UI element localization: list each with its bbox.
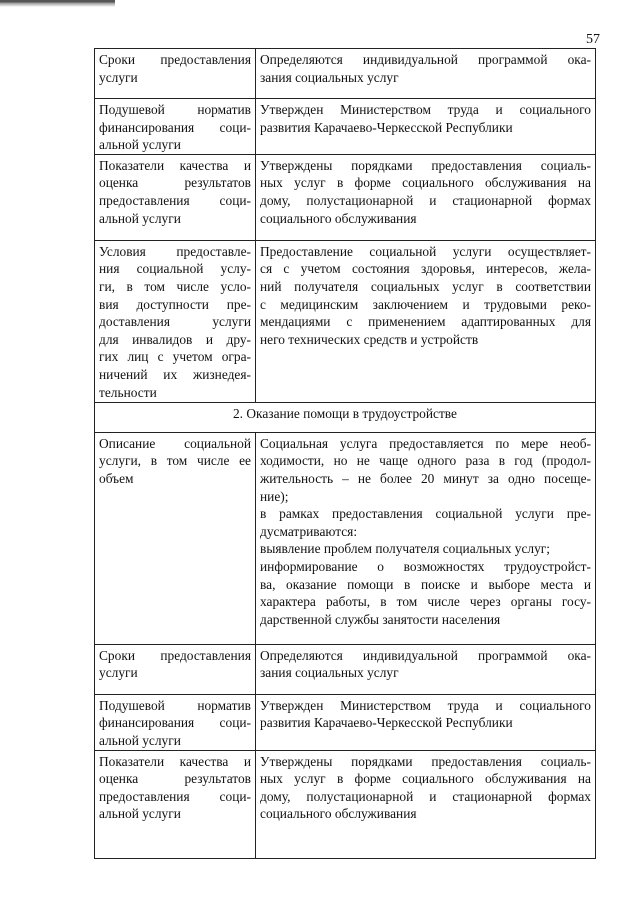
cell-text-line: Подушевой норматив <box>99 697 251 713</box>
section-title: 2. Оказание помощи в трудоустройстве <box>95 402 596 432</box>
cell-text-line: жительность – не более 20 минут за одно посеще- <box>260 470 591 486</box>
row-value-cell <box>256 240 596 402</box>
cell-text-line: тельности <box>99 384 157 400</box>
cell-text-line: ва, оказание помощи в поиске и выборе места и <box>260 576 591 592</box>
table-row <box>95 49 596 99</box>
row-label-cell <box>95 644 256 694</box>
cell-text-line: социального обслуживания <box>260 210 417 226</box>
cell-text-line: финансирования соци- <box>99 119 251 135</box>
cell-text-line: в рамках предоставления социальной услуги пре- <box>260 506 591 522</box>
cell-text-line: Утверждены порядками предоставления социаль- <box>260 157 591 173</box>
cell-text-line: Утверждены порядками предоставления социаль- <box>260 753 591 769</box>
cell-text-line: него технических средств и устройств <box>260 331 479 347</box>
scan-edge-mark <box>0 0 115 7</box>
table-row <box>95 240 596 402</box>
cell-text-line: Сроки предоставления <box>99 52 251 67</box>
cell-text-line: ние); <box>260 488 289 504</box>
cell-text-line: Подушевой норматив <box>99 102 251 117</box>
cell-text-line: услуги <box>99 69 138 85</box>
cell-text-line: предоставления соци- <box>99 788 251 804</box>
cell-text-line: Определяются индивидуальной программой ока- <box>260 647 591 663</box>
row-label-cell <box>95 750 256 858</box>
table-row <box>95 154 596 240</box>
row-value-cell <box>256 99 596 155</box>
table-section-header <box>95 402 596 432</box>
row-value-cell <box>256 154 596 240</box>
cell-text-line: развития Карачаево-Черкесской Республики <box>260 119 513 135</box>
row-value-cell <box>256 49 596 99</box>
cell-text-line: дому, полустационарной и стационарной формах <box>260 192 591 208</box>
cell-text-line: Утвержден Министерством труда и социального <box>260 697 591 713</box>
cell-text-line: ных услуг в форме социального обслуживания на <box>260 771 591 787</box>
cell-text-line: для инвалидов и дру- <box>99 331 251 347</box>
row-value-cell <box>256 750 596 858</box>
row-label-cell <box>95 240 256 402</box>
cell-text-line: альной услуги <box>99 137 181 153</box>
cell-text-line: Социальная услуга предоставляется по мере необ- <box>260 435 591 451</box>
cell-text-line: гих лиц с учетом огра- <box>99 349 251 365</box>
cell-text-line: дусматриваются: <box>260 523 358 539</box>
cell-text-line: Описание социальной <box>99 435 251 451</box>
cell-text-line: вия доступности пре- <box>99 296 251 312</box>
row-label-cell <box>95 432 256 644</box>
cell-text-line: ничений их жизнедея- <box>99 366 251 382</box>
cell-text-line: услуги, в том числе ее <box>99 453 251 469</box>
cell-text-line: альной услуги <box>99 806 181 822</box>
row-label-cell <box>95 694 256 750</box>
cell-text-line: дарственной службы занятости населения <box>260 611 501 627</box>
table-section-top <box>95 49 596 403</box>
row-value-cell <box>256 644 596 694</box>
table-row <box>95 644 596 694</box>
cell-text-line: Условия предоставле- <box>99 243 251 259</box>
cell-text-line: ния социальной услу- <box>99 261 251 277</box>
row-value-cell <box>256 694 596 750</box>
cell-text-line: мендациями с применением адаптированных для <box>260 314 591 330</box>
cell-text-line: Показатели качества и <box>99 157 251 173</box>
page-number: 57 <box>586 32 600 47</box>
cell-text-line: выявление проблем получателя социальных услуг; <box>260 541 550 557</box>
cell-text-line: объем <box>99 470 134 486</box>
cell-text-line: зания социальных услуг <box>260 665 399 681</box>
cell-text-line: доставления услуги <box>99 314 251 330</box>
cell-text-line: оценка результатов <box>99 175 251 191</box>
services-table <box>94 48 596 859</box>
table-row <box>95 432 596 644</box>
table-row <box>95 99 596 155</box>
cell-text-line: Предоставление социальной услуги осуществляет- <box>260 243 591 259</box>
cell-text-line: с медицинским заключением и трудовыми реко- <box>260 296 591 312</box>
cell-text-line: информирование о возможностях трудоустройст- <box>260 558 591 574</box>
cell-text-line: услуги <box>99 665 138 681</box>
cell-text-line: Показатели качества и <box>99 753 251 769</box>
cell-text-line: ний получателя социальных услуг в соответствии <box>260 278 591 294</box>
table-section-bottom <box>95 432 596 858</box>
cell-text-line: альной услуги <box>99 732 181 748</box>
cell-text-line: дому, полустационарной и стационарной формах <box>260 788 591 804</box>
cell-text-line: ся с учетом состояния здоровья, интересов, жела- <box>260 261 591 277</box>
row-value-cell <box>256 432 596 644</box>
cell-text-line: предоставления соци- <box>99 192 251 208</box>
cell-text-line: ходимости, но не чаще одного раза в год (продол- <box>260 453 591 469</box>
cell-text-line: Сроки предоставления <box>99 647 251 663</box>
row-label-cell <box>95 99 256 155</box>
cell-text-line: социального обслуживания <box>260 806 417 822</box>
row-label-cell <box>95 49 256 99</box>
cell-text-line: Утвержден Министерством труда и социального <box>260 102 591 117</box>
cell-text-line: альной услуги <box>99 210 181 226</box>
table-row <box>95 694 596 750</box>
cell-text-line: Определяются индивидуальной программой ока- <box>260 52 591 67</box>
cell-text-line: характера работы, в том числе через органы госу- <box>260 594 591 610</box>
cell-text-line: ных услуг в форме социального обслуживания на <box>260 175 591 191</box>
cell-text-line: оценка результатов <box>99 771 251 787</box>
cell-text-line: финансирования соци- <box>99 715 251 731</box>
cell-text-line: ги, в том числе усло- <box>99 278 251 294</box>
table-row <box>95 750 596 858</box>
row-label-cell <box>95 154 256 240</box>
cell-text-line: зания социальных услуг <box>260 69 399 85</box>
section-row <box>95 402 596 432</box>
cell-text-line: развития Карачаево-Черкесской Республики <box>260 715 513 731</box>
